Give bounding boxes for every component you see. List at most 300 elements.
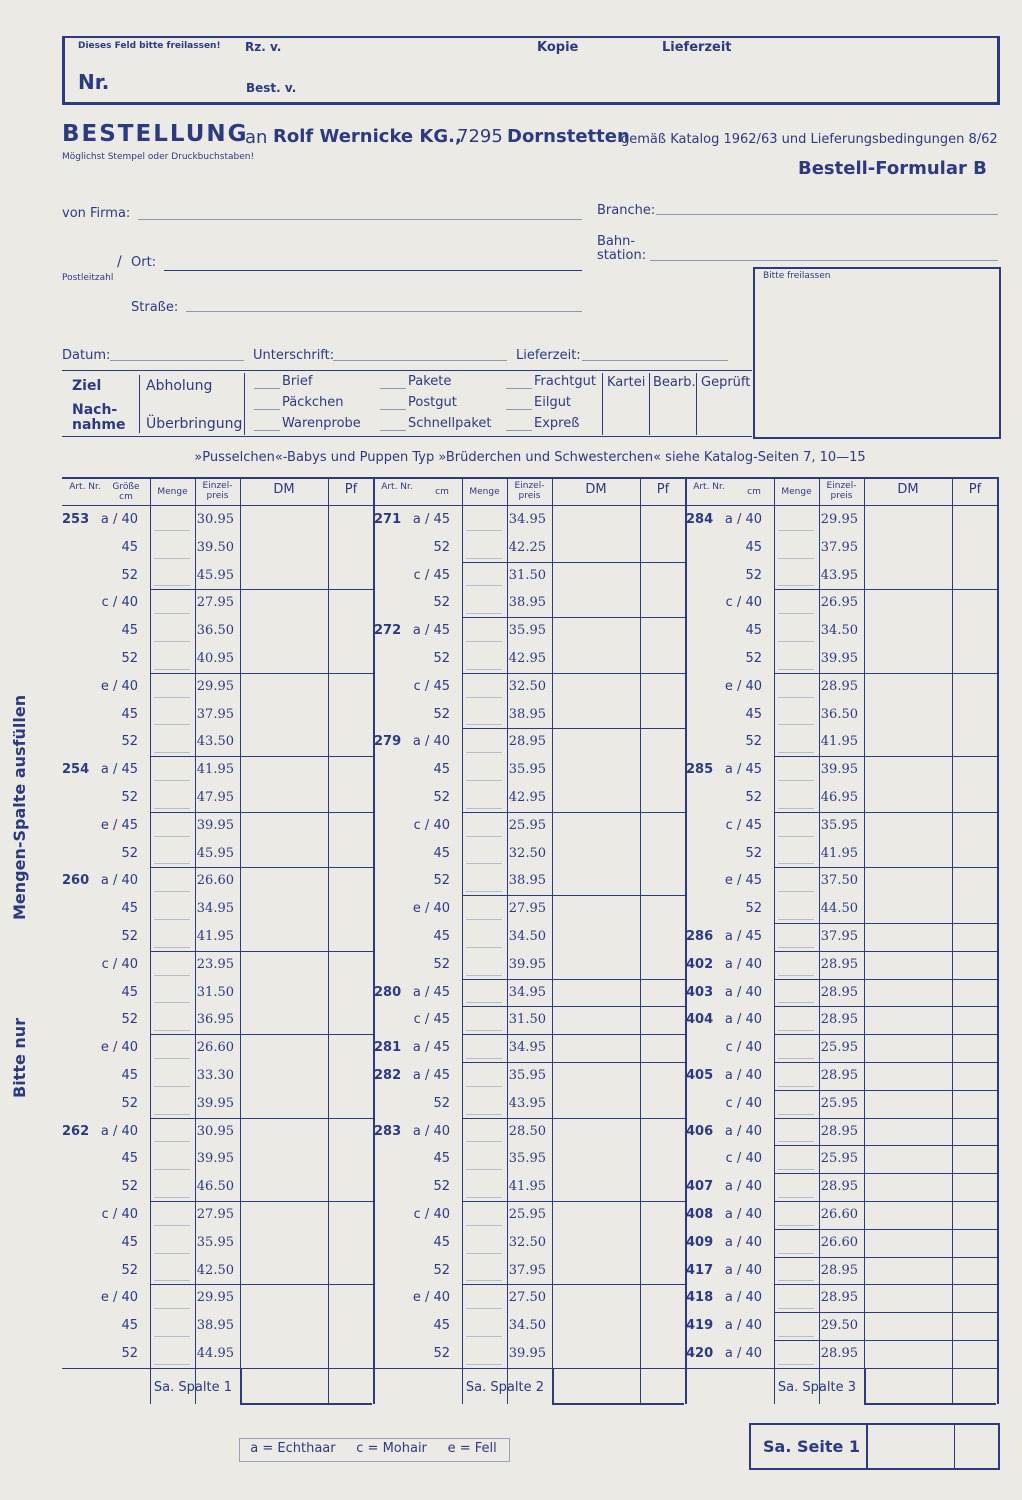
dm-input[interactable] [865,757,951,783]
pf-input[interactable] [953,1146,997,1172]
dm-input[interactable] [241,1230,327,1256]
pf-input[interactable] [329,1202,373,1228]
unit-price: 32.50 [508,1234,546,1250]
pf-input[interactable] [641,674,685,700]
unit-price: 35.95 [508,762,546,778]
size-label: a / 40 [724,1207,762,1222]
dm-input[interactable] [241,1063,327,1089]
quantity-line [154,1225,190,1226]
dm-input[interactable] [553,646,639,672]
pf-input[interactable] [329,729,373,755]
dm-input[interactable] [241,1341,327,1367]
pf-input[interactable] [641,813,685,839]
unit-price: 43.95 [508,1095,546,1111]
dm-input[interactable] [553,1091,639,1117]
pf-input[interactable] [329,674,373,700]
size-label: c / 40 [413,1207,450,1222]
pf-input[interactable] [953,1119,997,1145]
dm-input[interactable] [241,1035,327,1061]
bahnstation-field[interactable] [650,260,998,261]
pf-input[interactable] [953,980,997,1006]
dm-input[interactable] [553,1313,639,1339]
size-label: a / 40 [724,1179,762,1195]
pf-input[interactable] [329,980,373,1006]
quantity-line [154,1169,190,1170]
pf-input[interactable] [641,729,685,755]
pf-input[interactable] [329,1007,373,1033]
pf-input[interactable] [329,924,373,950]
dm-input[interactable] [241,785,327,811]
unit-price: 35.95 [820,817,858,833]
article-number: 279 [374,734,402,750]
header-preis: preis [830,491,853,501]
pf-input[interactable] [641,952,685,978]
pf-input[interactable] [329,785,373,811]
pf-input[interactable] [641,1035,685,1061]
pf-input[interactable] [329,841,373,867]
shipping-option-label: Eilgut [534,395,572,410]
size-label: a / 40 [724,1346,762,1361]
pf-input[interactable] [329,507,373,533]
dm-input[interactable] [553,980,639,1006]
unterschrift-field[interactable] [333,360,507,361]
pf-input[interactable] [329,1146,373,1172]
dm-input[interactable] [553,535,639,561]
dm-input[interactable] [865,868,951,894]
unit-price: 34.50 [820,623,858,639]
pf-input[interactable] [329,618,373,644]
dm-input[interactable] [865,646,951,672]
pf-input[interactable] [329,952,373,978]
pf-input[interactable] [953,868,997,894]
pf-input[interactable] [953,841,997,867]
dm-input[interactable] [241,1007,327,1033]
pf-input[interactable] [329,1174,373,1200]
shipping-option-label: Schnellpaket [408,416,492,431]
pf-input[interactable] [953,1258,997,1284]
pf-input[interactable] [641,618,685,644]
size-label: c / 45 [413,567,450,583]
dm-input[interactable] [865,702,951,728]
pf-input[interactable] [953,507,997,533]
dm-input[interactable] [241,507,327,533]
quantity-line [778,1086,814,1087]
pf-input[interactable] [641,1007,685,1033]
dm-input[interactable] [865,1146,951,1172]
dm-input[interactable] [241,813,327,839]
pf-input[interactable] [953,1063,997,1089]
pf-input[interactable] [641,1230,685,1256]
unit-price: 37.95 [196,706,234,722]
pf-input[interactable] [953,924,997,950]
size-label: 52 [121,567,138,583]
header-dm: DM [273,482,295,497]
dm-input[interactable] [241,757,327,783]
pf-input[interactable] [953,1202,997,1228]
size-label: 52 [433,539,450,555]
dm-input[interactable] [553,1063,639,1089]
pf-input[interactable] [329,1230,373,1256]
shipping-option-label: Brief [282,374,313,389]
dm-input[interactable] [553,590,639,616]
header-einzel: Einzel- [514,481,545,491]
quantity-line [154,669,190,670]
dm-input[interactable] [865,1007,951,1033]
pf-input[interactable] [329,702,373,728]
dm-input[interactable] [241,646,327,672]
header-menge: Menge [157,487,188,497]
quantity-line [154,947,190,948]
dm-input[interactable] [553,507,639,533]
pf-input[interactable] [953,1341,997,1367]
pf-input[interactable] [641,785,685,811]
dm-input[interactable] [553,1119,639,1145]
quantity-line [778,863,814,864]
dm-input[interactable] [865,618,951,644]
pf-input[interactable] [641,1202,685,1228]
header-preis: preis [206,491,229,501]
shipping-checkbox-line[interactable] [506,409,532,410]
pf-input[interactable] [329,535,373,561]
dm-input[interactable] [241,980,327,1006]
dm-input[interactable] [241,1119,327,1145]
quantity-line [778,613,814,614]
pf-input[interactable] [329,1091,373,1117]
dm-input[interactable] [241,729,327,755]
dm-input[interactable] [865,590,951,616]
column-sum-box[interactable] [864,1369,996,1405]
dm-input[interactable] [865,1313,951,1339]
pf-input[interactable] [329,757,373,783]
pf-input[interactable] [953,702,997,728]
lieferzeit-label: Lieferzeit: [516,348,581,363]
dm-input[interactable] [865,1341,951,1367]
pf-input[interactable] [329,563,373,589]
quantity-line [466,697,502,698]
dm-input[interactable] [865,1035,951,1061]
dm-input[interactable] [241,674,327,700]
dm-input[interactable] [865,1285,951,1311]
size-label: 45 [433,1234,450,1250]
quantity-line [154,1086,190,1087]
dm-input[interactable] [241,618,327,644]
article-number: 404 [686,1012,714,1028]
lieferzeit-field[interactable] [582,360,728,361]
unit-price: 39.95 [196,1095,234,1111]
office-box [753,267,1001,439]
catalog-terms: gemäß Katalog 1962/63 und Lieferungsbedingungen 8/62 [621,132,998,147]
dm-input[interactable] [553,841,639,867]
dm-input[interactable] [553,1285,639,1311]
pf-input[interactable] [953,1230,997,1256]
dm-input[interactable] [553,1230,639,1256]
dm-input[interactable] [241,535,327,561]
table-body-bottom-rule [62,1368,998,1369]
dm-input[interactable] [553,1174,639,1200]
dm-input[interactable] [241,896,327,922]
rz-label: Rz. v. [245,40,282,54]
pf-input[interactable] [953,813,997,839]
dm-input[interactable] [553,1341,639,1367]
dm-input[interactable] [553,1146,639,1172]
dm-input[interactable] [865,1258,951,1284]
dm-input[interactable] [553,729,639,755]
pf-input[interactable] [641,1285,685,1311]
size-label: c / 40 [101,956,138,972]
pf-input[interactable] [953,757,997,783]
column-sum-box[interactable] [552,1369,684,1405]
kartei-label: Kartei [607,375,646,390]
dm-input[interactable] [865,535,951,561]
article-number: 403 [686,984,714,1000]
dm-input[interactable] [241,1174,327,1200]
article-number: 408 [686,1207,714,1222]
shipping-checkbox-line[interactable] [254,388,280,389]
dm-input[interactable] [241,841,327,867]
article-number: 284 [686,512,714,527]
dm-input[interactable] [553,924,639,950]
dm-input[interactable] [241,1202,327,1228]
dm-input[interactable] [865,1091,951,1117]
quantity-line [154,836,190,837]
dm-input[interactable] [241,1091,327,1117]
pf-input[interactable] [953,618,997,644]
dm-input[interactable] [241,563,327,589]
dm-input[interactable] [553,813,639,839]
pf-input[interactable] [953,590,997,616]
unit-price: 28.95 [508,734,546,750]
dm-input[interactable] [241,924,327,950]
dm-input[interactable] [553,674,639,700]
dm-input[interactable] [865,813,951,839]
unit-price: 28.95 [820,678,858,694]
size-label: 52 [121,790,138,805]
pf-input[interactable] [953,1313,997,1339]
dm-input[interactable] [865,1174,951,1200]
dm-input[interactable] [865,507,951,533]
quantity-line [154,697,190,698]
unit-price: 44.95 [196,1346,234,1361]
quantity-line [466,1225,502,1226]
size-label: e / 40 [100,1290,138,1306]
quantity-line [466,780,502,781]
size-label: 45 [433,1318,450,1334]
size-label: a / 40 [724,1234,762,1250]
pf-input[interactable] [329,1119,373,1145]
ziel-label: Ziel [72,378,102,394]
pf-input[interactable] [641,896,685,922]
dm-input[interactable] [241,1313,327,1339]
dm-input[interactable] [865,1230,951,1256]
pf-input[interactable] [953,1285,997,1311]
pf-input[interactable] [641,590,685,616]
dm-input[interactable] [241,952,327,978]
size-label: c / 45 [413,1012,450,1028]
pf-input[interactable] [329,1035,373,1061]
nachnahme-label-2: nahme [72,417,126,433]
unit-price: 31.50 [508,1012,546,1028]
pf-input[interactable] [953,729,997,755]
pf-input[interactable] [953,952,997,978]
dm-input[interactable] [553,896,639,922]
geprueft-label: Geprüft [701,375,751,390]
form-title: BESTELLUNG [62,121,249,147]
dm-input[interactable] [553,702,639,728]
unit-price: 38.95 [508,873,546,889]
shipping-checkbox-line[interactable] [254,430,280,431]
article-number: 286 [686,929,714,944]
strasse-field[interactable] [186,311,582,312]
page-sum-dm-input[interactable] [868,1425,954,1466]
article-number: 402 [686,956,714,972]
pf-input[interactable] [953,785,997,811]
dm-input[interactable] [865,952,951,978]
quantity-line [466,1308,502,1309]
article-number: 280 [374,984,402,1000]
dm-input[interactable] [865,924,951,950]
pf-input[interactable] [641,1091,685,1117]
pf-input[interactable] [641,646,685,672]
pf-input[interactable] [329,1285,373,1311]
dm-input[interactable] [865,1119,951,1145]
pf-input[interactable] [953,1091,997,1117]
ort-label: Ort: [131,255,157,270]
unit-price: 34.95 [196,901,234,917]
pf-input[interactable] [329,1063,373,1089]
pf-input[interactable] [641,563,685,589]
dm-input[interactable] [553,618,639,644]
header-artnr: Art. Nr. [381,482,413,492]
ueberbringung-label: Überbringung [146,416,243,432]
pf-input[interactable] [329,590,373,616]
dm-input[interactable] [865,674,951,700]
dm-input[interactable] [553,1035,639,1061]
pf-input[interactable] [329,646,373,672]
pf-input[interactable] [953,646,997,672]
quantity-line [466,752,502,753]
size-label: a / 40 [724,1318,762,1334]
header-preis: preis [518,491,541,501]
dm-input[interactable] [553,1202,639,1228]
pf-input[interactable] [641,1119,685,1145]
column-sum-box[interactable] [240,1369,372,1405]
pf-input[interactable] [953,563,997,589]
pf-input[interactable] [641,507,685,533]
pf-input[interactable] [641,868,685,894]
dm-input[interactable] [553,785,639,811]
dm-input[interactable] [241,1258,327,1284]
quantity-line [466,558,502,559]
pf-input[interactable] [641,757,685,783]
firma-field[interactable] [138,219,582,220]
pf-input[interactable] [641,1174,685,1200]
pf-input[interactable] [329,896,373,922]
shipping-checkbox-line[interactable] [254,409,280,410]
pf-input[interactable] [329,813,373,839]
dm-input[interactable] [241,590,327,616]
dm-input[interactable] [553,868,639,894]
pf-input[interactable] [641,924,685,950]
pf-input[interactable] [329,868,373,894]
dm-input[interactable] [241,1285,327,1311]
pf-input[interactable] [641,980,685,1006]
pf-input[interactable] [641,841,685,867]
size-label: 45 [745,706,762,722]
dm-input[interactable] [241,1146,327,1172]
dm-input[interactable] [865,563,951,589]
dm-input[interactable] [865,896,951,922]
pf-input[interactable] [641,702,685,728]
header-pf: Pf [344,482,358,497]
shipping-checkbox-line[interactable] [380,430,406,431]
unit-price: 32.50 [508,678,546,694]
pf-input[interactable] [953,1035,997,1061]
pf-input[interactable] [641,1146,685,1172]
pf-input[interactable] [953,674,997,700]
unit-price: 28.95 [820,984,858,1000]
page-sum-pf-input[interactable] [955,1425,996,1466]
quantity-line [154,752,190,753]
pf-input[interactable] [953,896,997,922]
dm-input[interactable] [865,1202,951,1228]
shipping-checkbox-line[interactable] [506,430,532,431]
dm-input[interactable] [553,1258,639,1284]
shipping-option-label: Expreß [534,416,580,431]
pf-input[interactable] [953,1174,997,1200]
unit-price: 29.50 [820,1318,858,1334]
dm-input[interactable] [241,868,327,894]
dm-input[interactable] [553,563,639,589]
size-label: 52 [121,651,138,666]
dm-input[interactable] [241,702,327,728]
shipping-checkbox-line[interactable] [380,409,406,410]
strasse-label: Straße: [131,300,179,315]
pf-input[interactable] [641,535,685,561]
quantity-line [778,975,814,976]
pf-input[interactable] [329,1341,373,1367]
quantity-line [154,891,190,892]
unit-price: 45.95 [196,567,234,583]
dm-input[interactable] [865,980,951,1006]
datum-field[interactable] [110,360,244,361]
dm-input[interactable] [865,1063,951,1089]
dm-input[interactable] [865,841,951,867]
pf-input[interactable] [641,1341,685,1367]
sum-box-left [240,1368,242,1404]
quantity-line [466,585,502,586]
nr-label: Nr. [78,70,110,94]
pf-input[interactable] [641,1063,685,1089]
pf-input[interactable] [329,1258,373,1284]
dm-input[interactable] [865,785,951,811]
pf-input[interactable] [953,535,997,561]
pf-input[interactable] [329,1313,373,1339]
pf-input[interactable] [953,1007,997,1033]
quantity-line [778,919,814,920]
pf-input[interactable] [641,1313,685,1339]
unit-price: 25.95 [820,1095,858,1111]
dm-input[interactable] [553,1007,639,1033]
shipping-checkbox-line[interactable] [380,388,406,389]
dm-input[interactable] [553,757,639,783]
shipping-option-label: Warenprobe [282,416,361,431]
branche-field[interactable] [656,214,998,215]
ort-field[interactable] [164,270,582,271]
dm-input[interactable] [553,952,639,978]
dm-input[interactable] [865,729,951,755]
pf-input[interactable] [641,1258,685,1284]
shipping-checkbox-line[interactable] [506,388,532,389]
